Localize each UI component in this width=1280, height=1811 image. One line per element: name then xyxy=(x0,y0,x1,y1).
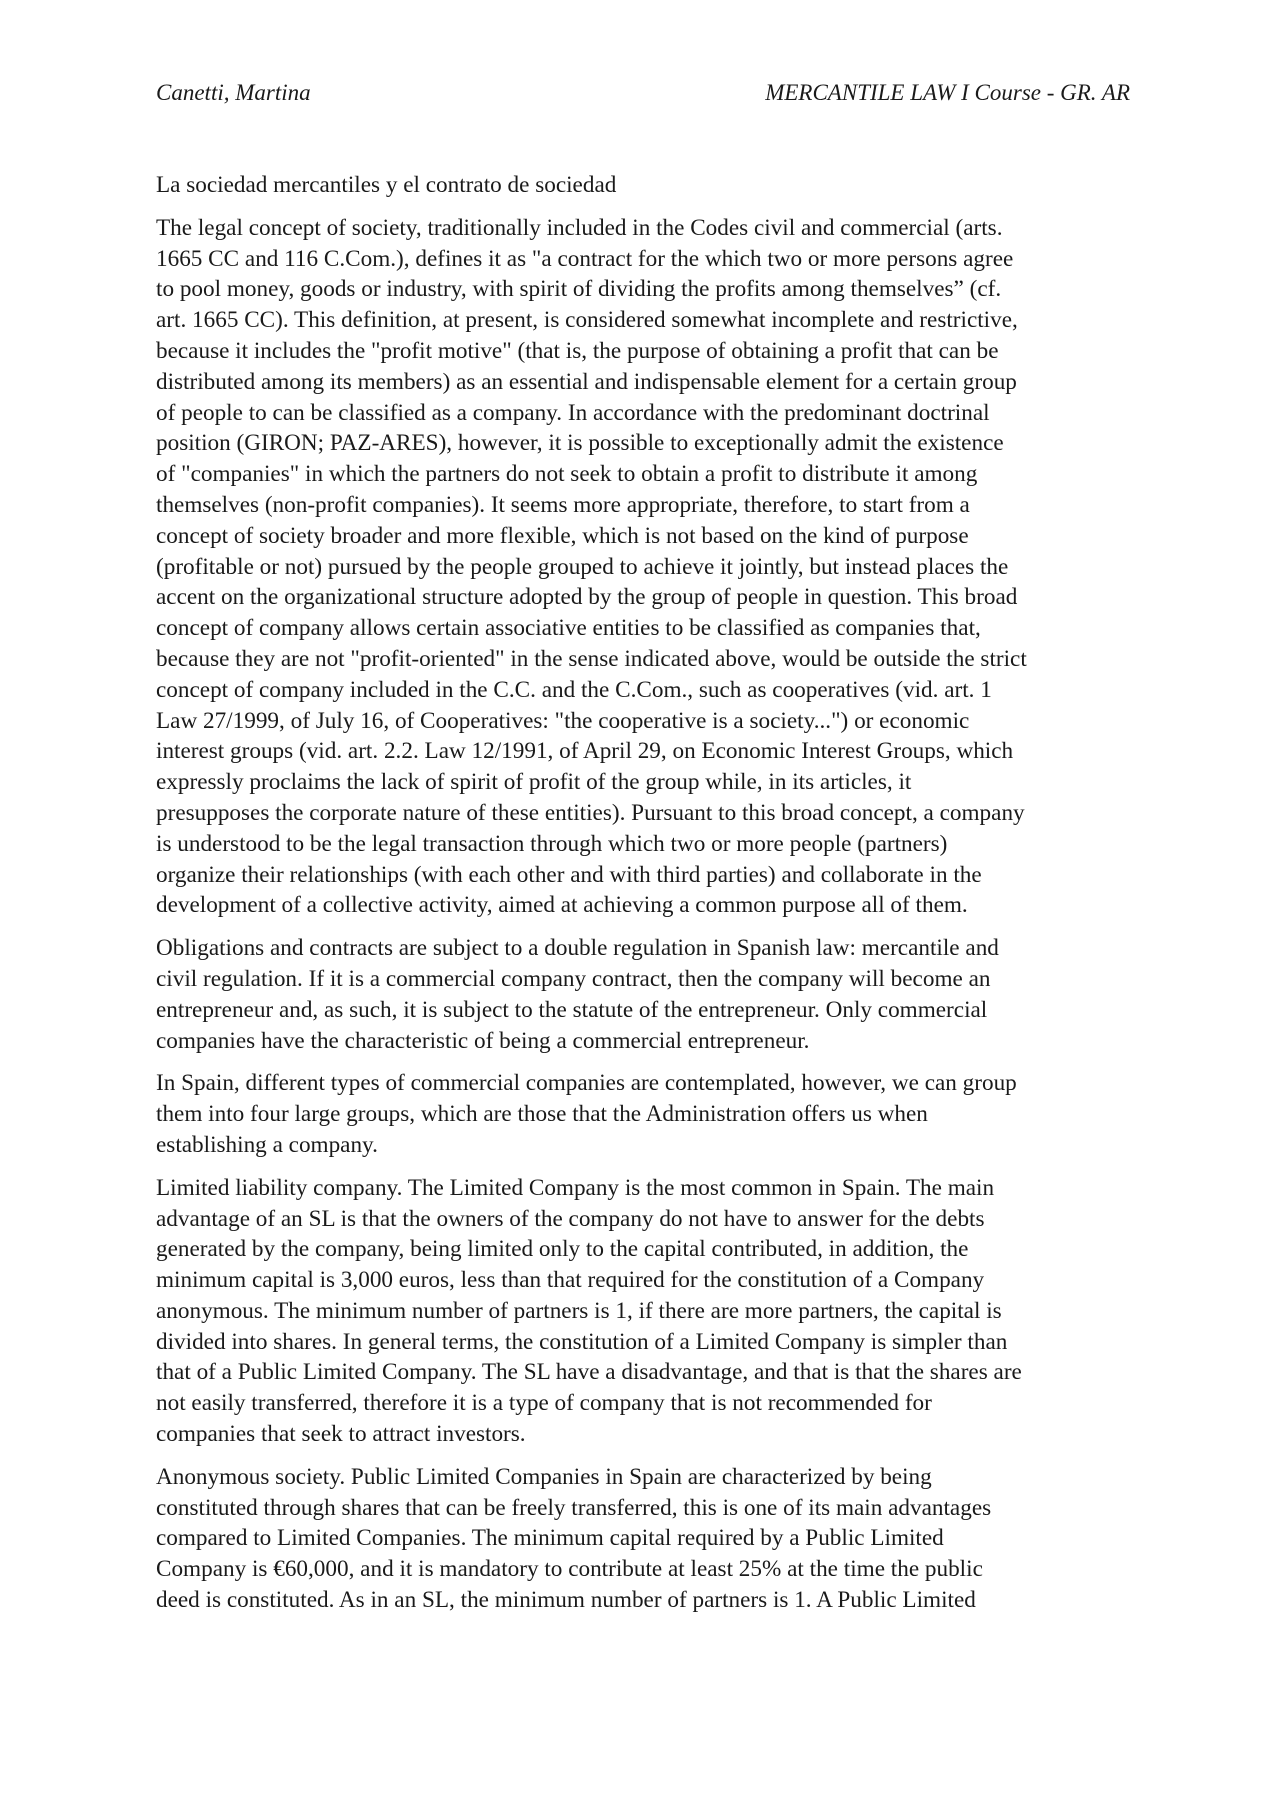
text-line: 1665 CC and 116 C.Com.), defines it as "a contract for the which two or more persons agree xyxy=(156,245,1014,272)
text-line: constituted through shares that can be freely transferred, this is one of its main advantages xyxy=(156,1494,992,1521)
header-author: Canetti, Martina xyxy=(156,80,311,105)
text-line: Law 27/1999, of July 16, of Cooperatives: "the cooperative is a society...") or economic xyxy=(156,707,970,734)
text-line: concept of company allows certain associative entities to be classified as companies that, xyxy=(156,615,981,642)
text-line: deed is constituted. As in an SL, the minimum number of partners is 1. A Public Limited xyxy=(156,1587,976,1614)
text-line: distributed among its members) as an essential and indispensable element for a certain group xyxy=(156,368,1017,395)
text-line: Company is €60,000, and it is mandatory to contribute at least 25% at the time the public xyxy=(156,1556,983,1583)
text-line: concept of company included in the C.C. and the C.Com., such as cooperatives (vid. art. 1 xyxy=(156,676,992,703)
text-line: concept of society broader and more flexible, which is not based on the kind of purpose xyxy=(156,522,969,549)
text-line: expressly proclaims the lack of spirit of profit of the group while, in its articles, it xyxy=(156,769,912,796)
text-line: to pool money, goods or industry, with spirit of dividing the profits among themselves” (cf. xyxy=(156,276,1002,303)
text-line: advantage of an SL is that the owners of the company do not have to answer for the debts xyxy=(156,1205,985,1232)
text-line: (profitable or not) pursued by the people grouped to achieve it jointly, but instead places the xyxy=(156,553,1009,580)
document-body xyxy=(156,170,1134,1628)
text-line: generated by the company, being limited only to the capital contributed, in addition, the xyxy=(156,1236,969,1263)
text-line: divided into shares. In general terms, the constitution of a Limited Company is simpler than xyxy=(156,1328,1008,1355)
text-line: companies have the characteristic of being a commercial entrepreneur. xyxy=(156,1027,810,1054)
text-line: The legal concept of society, traditionally included in the Codes civil and commercial (arts. xyxy=(156,214,1003,241)
text-line: art. 1665 CC). This definition, at present, is considered somewhat incomplete and restrictive, xyxy=(156,307,1018,334)
text-line: establishing a company. xyxy=(156,1131,378,1158)
text-line: not easily transferred, therefore it is a type of company that is not recommended for xyxy=(156,1390,932,1417)
body-paragraph xyxy=(156,1173,1134,1450)
text-line: entrepreneur and, as such, it is subject to the statute of the entrepreneur. Only commercial xyxy=(156,996,988,1023)
text-line: of people to can be classified as a company. In accordance with the predominant doctrinal xyxy=(156,399,990,426)
text-line: development of a collective activity, aimed at achieving a common purpose all of them. xyxy=(156,892,968,919)
text-line: companies that seek to attract investors. xyxy=(156,1421,526,1448)
text-line: organize their relationships (with each other and with third parties) and collaborate in the xyxy=(156,861,982,888)
text-line: In Spain, different types of commercial companies are contemplated, however, we can group xyxy=(156,1070,1017,1097)
text-line: civil regulation. If it is a commercial company contract, then the company will become an xyxy=(156,965,991,992)
text-line: of "companies" in which the partners do not seek to obtain a profit to distribute it among xyxy=(156,461,978,488)
text-line: compared to Limited Companies. The minimum capital required by a Public Limited xyxy=(156,1525,944,1552)
document-title: La sociedad mercantiles y el contrato de sociedad xyxy=(156,172,617,198)
text-line: anonymous. The minimum number of partners is 1, if there are more partners, the capital is xyxy=(156,1297,1002,1324)
text-line: Obligations and contracts are subject to a double regulation in Spanish law: mercantile and xyxy=(156,935,999,962)
body-paragraph xyxy=(156,933,1134,1056)
text-line: themselves (non-profit companies). It seems more appropriate, therefore, to start from a xyxy=(156,491,970,518)
text-line: minimum capital is 3,000 euros, less than that required for the constitution of a Company xyxy=(156,1267,985,1294)
text-line: Limited liability company. The Limited Company is the most common in Spain. The main xyxy=(156,1174,995,1201)
text-line: because it includes the "profit motive" (that is, the purpose of obtaining a profit that can be xyxy=(156,337,999,364)
text-line: because they are not "profit-oriented" in the sense indicated above, would be outside the strict xyxy=(156,645,1027,672)
body-paragraph xyxy=(156,213,1134,921)
text-line: position (GIRON; PAZ-ARES), however, it is possible to exceptionally admit the existence xyxy=(156,430,1004,457)
header-course: MERCANTILE LAW I Course - GR. AR xyxy=(765,80,1130,105)
body-paragraph xyxy=(156,1462,1134,1616)
text-line: that of a Public Limited Company. The SL have a disadvantage, and that is that the shares are xyxy=(156,1359,1022,1386)
body-paragraph xyxy=(156,1068,1134,1160)
text-line: Anonymous society. Public Limited Companies in Spain are characterized by being xyxy=(156,1463,932,1490)
text-line: them into four large groups, which are those that the Administration offers us when xyxy=(156,1101,928,1128)
text-line: is understood to be the legal transaction through which two or more people (partners) xyxy=(156,830,948,857)
text-line: interest groups (vid. art. 2.2. Law 12/1991, of April 29, on Economic Interest Groups, which xyxy=(156,738,1014,765)
page-header xyxy=(156,80,1130,110)
text-line: accent on the organizational structure adopted by the group of people in question. This broad xyxy=(156,584,1018,611)
text-line: presupposes the corporate nature of these entities). Pursuant to this broad concept, a company xyxy=(156,799,1025,826)
